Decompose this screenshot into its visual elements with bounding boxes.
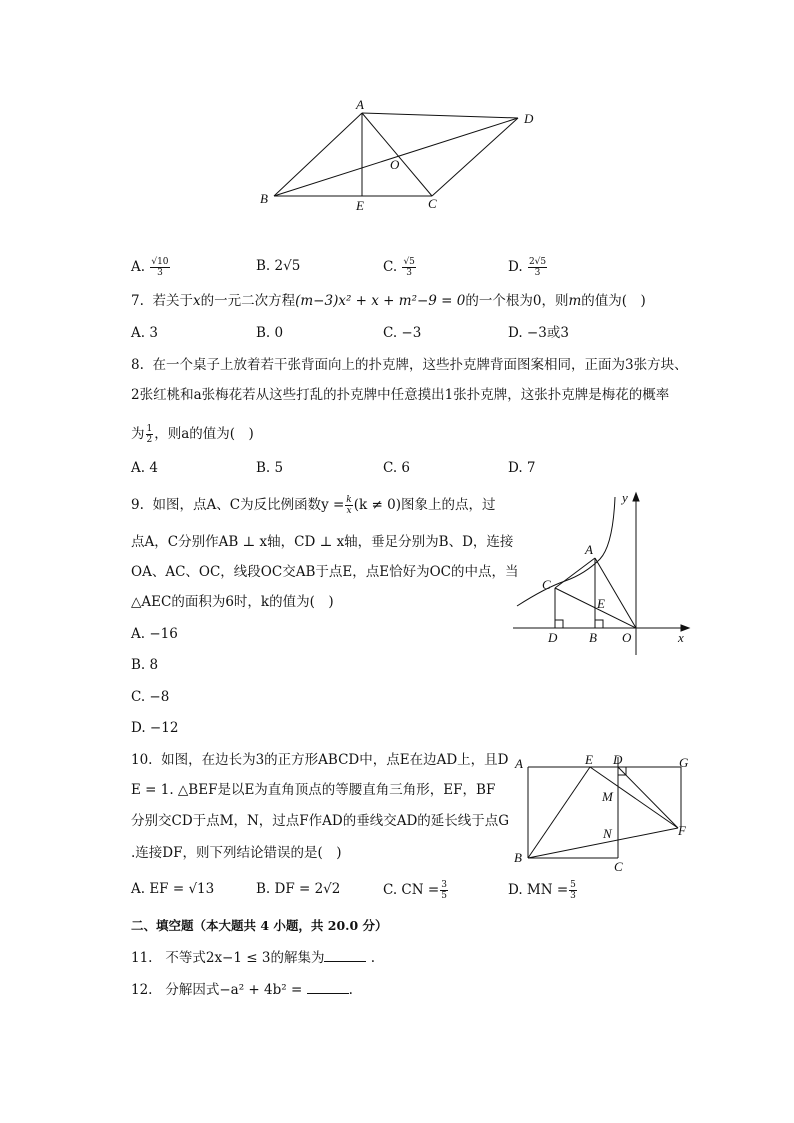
- segment-df: [618, 767, 678, 828]
- q8-option-a[interactable]: A. 4: [131, 460, 158, 476]
- segment-ab: [274, 113, 362, 196]
- q10-c-fraction: $\frac{3}{5}$: [441, 880, 447, 901]
- label-f: F: [678, 823, 686, 838]
- q12-answer-blank[interactable]: [307, 981, 349, 994]
- q8-fraction: $\frac{1}{2}$: [146, 424, 153, 445]
- q8-line-2: 2张红桃和a张梅花若从这些打乱的扑克牌中任意摸出1张扑克牌，这张扑克牌是梅花的概率: [131, 387, 670, 403]
- q12-number: 12.: [131, 982, 153, 998]
- q6-option-d[interactable]: D. $\frac{2√5}{3}$: [508, 257, 547, 278]
- hyperbola-curve: [517, 497, 615, 606]
- label-b: B: [514, 850, 522, 865]
- q8-number: 8.: [131, 357, 144, 373]
- q9-figure: [505, 485, 705, 660]
- q10-line-3: 分别交CD于点M，N，过点F作AD的垂线交AD的延长线于点G: [131, 813, 510, 829]
- label-e: E: [597, 596, 605, 611]
- q7-number: 7.: [131, 293, 144, 309]
- label-d: D: [613, 752, 623, 767]
- segment-be: [528, 767, 590, 858]
- q6-a-fraction: $\frac{√10}{3}$: [151, 257, 169, 278]
- q7-stem: 7. 若关于x的一元二次方程(m−3)x² + x + m²−9 = 0的一个根为0，则m的值为( ): [131, 293, 646, 309]
- label-o: O: [622, 630, 632, 645]
- q10-line-4: .连接DF，则下列结论错误的是( ): [131, 845, 342, 861]
- label-d: D: [548, 630, 558, 645]
- label-n: N: [603, 826, 612, 841]
- q10-option-c[interactable]: C. CN = $\frac{3}{5}$: [383, 880, 447, 901]
- q9-line-3: OA、AC、OC，线段OC交AB于点E，点E恰好为OC的中点，当: [131, 564, 519, 580]
- label-c: C: [428, 196, 437, 211]
- q6-b-value: 2√5: [274, 258, 301, 274]
- label-a: A: [585, 542, 593, 557]
- label-e: E: [585, 752, 593, 767]
- right-angle-d: [555, 620, 563, 628]
- section-2-heading: 二、填空题（本大题共 4 小题，共 20.0 分）: [131, 918, 388, 933]
- q6-c-fraction: $\frac{√5}{3}$: [403, 257, 415, 278]
- q9-option-a[interactable]: A. −16: [131, 626, 178, 642]
- label-c: C: [614, 859, 623, 874]
- label-m: M: [602, 789, 613, 804]
- q8-option-b[interactable]: B. 5: [256, 460, 284, 476]
- q9-option-b[interactable]: B. 8: [131, 657, 159, 673]
- y-axis-arrow: [633, 493, 639, 501]
- q9-number: 9.: [131, 497, 144, 513]
- q10-option-d[interactable]: D. MN = $\frac{5}{3}$: [508, 880, 576, 901]
- q8-option-c[interactable]: C. 6: [383, 460, 411, 476]
- q9-line-2: 点A，C分别作AB ⊥ x轴，CD ⊥ x轴，垂足分别为B、D，连接: [131, 534, 514, 550]
- q9-fraction: $\frac{k}{x}$: [346, 495, 352, 516]
- q10-line-1: 10. 如图，在边长为3的正方形ABCD中，点E在边AD上，且D: [131, 752, 509, 768]
- q9-option-d[interactable]: D. −12: [131, 720, 179, 736]
- label-b: B: [589, 630, 597, 645]
- q12-stem: 12. 分解因式−a² + 4b² = .: [131, 982, 353, 998]
- q7-option-a[interactable]: A. 3: [131, 325, 158, 341]
- q11-number: 11.: [131, 950, 153, 966]
- q8-option-d[interactable]: D. 7: [508, 460, 536, 476]
- label-g: G: [679, 755, 689, 770]
- q7-equation: (m−3)x² + x + m²−9 = 0: [295, 293, 466, 309]
- label-y: y: [622, 490, 628, 505]
- q10-number: 10.: [131, 752, 153, 768]
- right-angle-b: [595, 620, 603, 628]
- q10-line-2: E = 1. △BEF是以E为直角顶点的等腰直角三角形，EF，BF: [131, 782, 496, 798]
- q6-option-c[interactable]: C. $\frac{√5}{3}$: [383, 257, 415, 278]
- label-c: C: [542, 577, 551, 592]
- q10-option-a[interactable]: A. EF = √13: [131, 881, 215, 897]
- label-d: D: [524, 111, 534, 126]
- q9-line-1: 9. 如图，点A、C为反比例函数y = $\frac{k}{x}$ (k ≠ 0)图象上的点，过: [131, 495, 496, 516]
- label-a: A: [356, 97, 364, 112]
- parallelogram-figure: [250, 95, 550, 215]
- q9-line-4: △AEC的面积为6时，k的值为( ): [131, 594, 334, 610]
- q11-answer-blank[interactable]: [324, 949, 366, 962]
- label-x: x: [678, 630, 684, 645]
- label-a: A: [515, 756, 523, 771]
- q10-figure: [508, 750, 708, 880]
- diagonal-ac: [362, 113, 432, 196]
- q11-stem: 11. 不等式2x−1 ≤ 3的解集为 .: [131, 950, 376, 966]
- q8-line-3: 为 $\frac{1}{2}$ ，则a的值为( ): [131, 424, 254, 445]
- label-o: O: [390, 157, 400, 172]
- q10-option-b[interactable]: B. DF = 2√2: [256, 881, 341, 897]
- label-e: E: [356, 198, 364, 213]
- q9-option-c[interactable]: C. −8: [131, 689, 170, 705]
- q6-d-fraction: $\frac{2√5}{3}$: [528, 257, 547, 278]
- label-b: B: [260, 191, 268, 206]
- q7-option-c[interactable]: C. −3: [383, 325, 422, 341]
- q6-option-b[interactable]: B. 2√5: [256, 258, 301, 274]
- segment-ad: [362, 113, 518, 118]
- q6-option-a[interactable]: A. $\frac{√10}{3}$: [131, 257, 169, 278]
- q7-option-d[interactable]: D. −3或3: [508, 325, 569, 341]
- q7-option-b[interactable]: B. 0: [256, 325, 284, 341]
- segment-ac: [555, 558, 595, 588]
- q10-d-fraction: $\frac{5}{3}$: [570, 880, 576, 901]
- segment-cd: [432, 118, 518, 196]
- q8-line-1: 8. 在一个桌子上放着若干张背面向上的扑克牌，这些扑克牌背面图案相同，正面为3张方块、: [131, 357, 688, 373]
